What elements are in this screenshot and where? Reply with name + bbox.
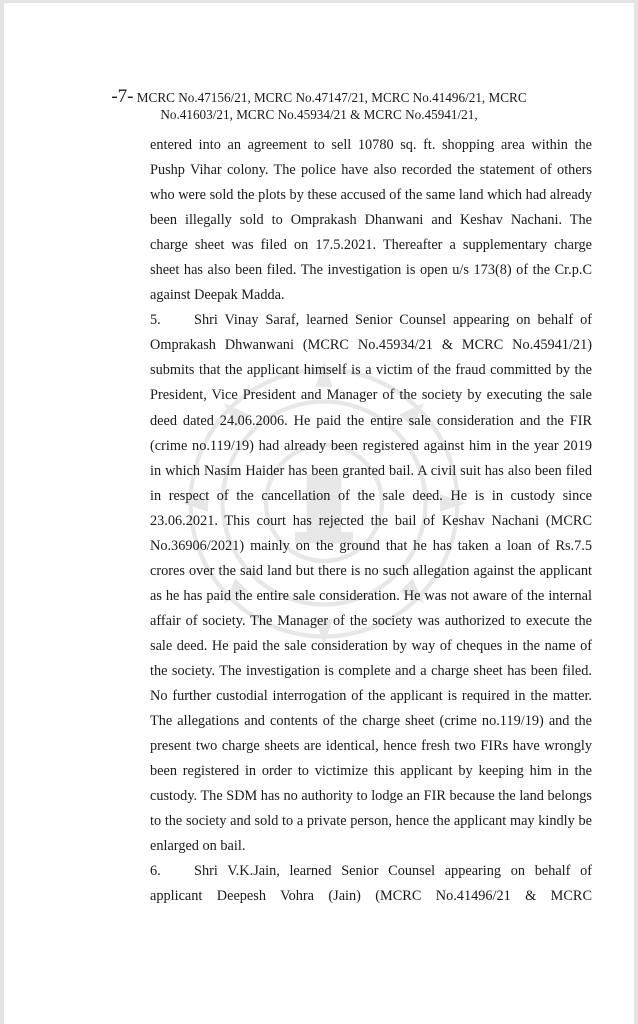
paragraph-number: 5. (150, 312, 161, 329)
page-number: -7- (111, 86, 134, 107)
document-body (150, 133, 592, 909)
paragraph-text: Shri Vinay Saraf, learned Senior Counsel appearing on behalf of Omprakash Dhwanwani (MCRC No.45934/21 & MCRC No.45941/21) submits that the applicant himself is a victim of the fraud committed by the President, Vice President and Manager of the society by executing the sale deed dated 24.06.2006. He paid the entire sale consideration and the FIR (crime no.119/19) had already been registered against him in the year 2019 in which Nasim Haider has been granted bail. A civil suit has also been filed in respect of the cancellation of the sale deed. He is in custody since 23.06.2021. This court has rejected the bail of Keshav Nachani (MCRC No.36906/2021) mainly on the ground that he has taken a loan of Rs.7.5 crores over the said land but there is no such allegation against the applicant as he has paid the entire sale consideration. He was not aware of the internal affair of society. The Manager of the society was authorized to execute the sale deed. He paid the sale consideration by way of cheques in the name of the society. The investigation is complete and a charge sheet has been filed. No further custodial interrogation of the applicant is required in the matter. The allegations and contents of the charge sheet (crime no.119/19) and the present two charge sheets are identical, hence fresh two FIRs have wrongly been registered in order to victimize this applicant by keeping him in the custody. The SDM has no authority to lodge an FIR because the land belongs to the society and sold to a private person, hence the applicant may kindly be enlarged on bail. (150, 312, 592, 855)
paragraph-6 (150, 859, 592, 909)
paragraph-number: 6. (150, 863, 161, 880)
case-numbers-line-1: MCRC No.47156/21, MCRC No.47147/21, MCRC No.41496/21, MCRC (136, 90, 527, 105)
case-numbers-line-2: No.41603/21, MCRC No.45934/21 & MCRC No.45941/21, (160, 107, 478, 122)
page-header (4, 88, 634, 123)
paragraph-5 (150, 308, 592, 859)
document-page (4, 3, 634, 1024)
paragraph-continued: entered into an agreement to sell 10780 sq. ft. shopping area within the Pushp Vihar colony. The police have also recorded the statement of others who were sold the plots by these accused of the same land which had already been illegally sold to Omprakash Dhanwani and Keshav Nachani. The charge sheet was filed on 17.5.2021. Thereafter a supplementary charge sheet has also been filed. The investigation is open u/s 173(8) of the Cr.p.C against Deepak Madda. (150, 137, 592, 304)
header-line-1 (4, 88, 634, 106)
paragraph-text: Shri V.K.Jain, learned Senior Counsel appearing on behalf of applicant Deepesh Vohra (Jain) (MCRC No.41496/21 & MCRC (150, 863, 592, 905)
